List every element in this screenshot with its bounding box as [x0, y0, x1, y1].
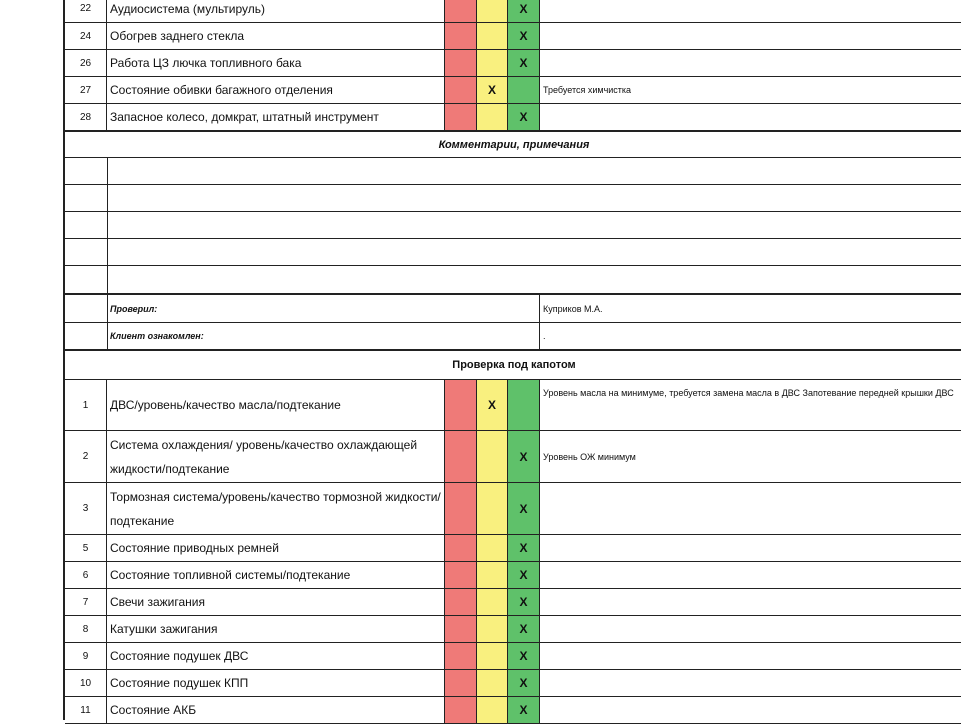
row-name: ДВС/уровень/качество масла/подтекание	[107, 380, 445, 430]
row-name: Обогрев заднего стекла	[107, 23, 445, 49]
status-yellow-cell	[477, 616, 508, 642]
row-comment	[540, 0, 961, 22]
row-comment	[540, 670, 961, 696]
row-number: 8	[65, 616, 107, 642]
row-number: 1	[65, 380, 107, 430]
status-yellow-cell: X	[477, 380, 508, 430]
checked-by-label: Проверил:	[107, 295, 540, 322]
comments-section-title: Комментарии, примечания	[65, 131, 961, 158]
status-green-cell	[508, 77, 540, 103]
status-green-cell: X	[508, 0, 540, 22]
status-red-cell	[445, 23, 477, 49]
status-yellow-cell	[477, 0, 508, 22]
row-comment	[540, 643, 961, 669]
table-row	[65, 535, 961, 562]
row-name: Состояние приводных ремней	[107, 535, 445, 561]
row-comment	[540, 562, 961, 588]
status-red-cell	[445, 380, 477, 430]
client-acknowledged-label: Клиент ознакомлен:	[107, 323, 540, 349]
status-red-cell	[445, 535, 477, 561]
table-row	[65, 380, 961, 431]
status-red-cell	[445, 697, 477, 723]
status-red-cell	[445, 77, 477, 103]
status-green-cell: X	[508, 562, 540, 588]
status-red-cell	[445, 483, 477, 534]
row-name: Катушки зажигания	[107, 616, 445, 642]
row-name: Тормозная система/уровень/качество тормозной жидкости/подтекание	[107, 483, 445, 534]
row-comment	[540, 104, 961, 130]
status-red-cell	[445, 431, 477, 482]
status-yellow-cell	[477, 562, 508, 588]
row-name: Запасное колесо, домкрат, штатный инструмент	[107, 104, 445, 130]
row-number: 28	[65, 104, 107, 130]
table-row	[65, 0, 961, 23]
client-acknowledged-row	[65, 323, 961, 351]
comment-line	[65, 158, 961, 185]
table-row	[65, 616, 961, 643]
row-comment	[540, 535, 961, 561]
status-yellow-cell	[477, 431, 508, 482]
status-yellow-cell	[477, 670, 508, 696]
row-name: Свечи зажигания	[107, 589, 445, 615]
row-number: 11	[65, 697, 107, 723]
status-green-cell: X	[508, 589, 540, 615]
row-name: Состояние АКБ	[107, 697, 445, 723]
row-number: 3	[65, 483, 107, 534]
checked-by-value: Куприков М.А.	[543, 303, 603, 314]
table-row	[65, 23, 961, 50]
table-row	[65, 562, 961, 589]
row-number: 7	[65, 589, 107, 615]
status-yellow-cell	[477, 50, 508, 76]
status-red-cell	[445, 0, 477, 22]
status-green-cell: X	[508, 23, 540, 49]
status-yellow-cell	[477, 589, 508, 615]
row-name: Система охлаждения/ уровень/качество охлаждающей жидкости/подтекание	[107, 431, 445, 482]
status-red-cell	[445, 104, 477, 130]
row-number: 6	[65, 562, 107, 588]
table-row	[65, 77, 961, 104]
status-green-cell: X	[508, 697, 540, 723]
row-name: Работа ЦЗ лючка топливного бака	[107, 50, 445, 76]
status-red-cell	[445, 616, 477, 642]
row-number: 5	[65, 535, 107, 561]
comment-line	[65, 212, 961, 239]
row-name: Аудиосистема (мультируль)	[107, 0, 445, 22]
status-green-cell: X	[508, 431, 540, 482]
row-name: Состояние обивки багажного отделения	[107, 77, 445, 103]
row-name: Состояние подушек КПП	[107, 670, 445, 696]
comment-line	[65, 266, 961, 295]
row-name: Состояние топливной системы/подтекание	[107, 562, 445, 588]
table-row	[65, 50, 961, 77]
status-green-cell: X	[508, 535, 540, 561]
table-row	[65, 104, 961, 131]
row-number: 9	[65, 643, 107, 669]
status-yellow-cell	[477, 483, 508, 534]
status-yellow-cell	[477, 23, 508, 49]
row-number: 2	[65, 431, 107, 482]
status-yellow-cell: X	[477, 77, 508, 103]
table-row	[65, 643, 961, 670]
row-comment: Уровень ОЖ минимум	[543, 451, 636, 462]
client-acknowledged-value: .	[543, 331, 546, 341]
row-comment: Уровень масла на минимуме, требуется замена масла в ДВС Запотевание передней крышки ДВС	[543, 388, 954, 398]
status-green-cell	[508, 380, 540, 430]
table-row	[65, 589, 961, 616]
row-number: 10	[65, 670, 107, 696]
status-red-cell	[445, 670, 477, 696]
row-comment	[540, 483, 961, 534]
row-number: 26	[65, 50, 107, 76]
status-red-cell	[445, 562, 477, 588]
row-comment	[540, 697, 961, 723]
row-number: 22	[65, 0, 107, 22]
status-green-cell: X	[508, 104, 540, 130]
row-comment	[540, 23, 961, 49]
status-yellow-cell	[477, 535, 508, 561]
status-yellow-cell	[477, 697, 508, 723]
status-red-cell	[445, 50, 477, 76]
row-comment	[540, 589, 961, 615]
engine-section-title: Проверка под капотом	[65, 351, 961, 380]
status-green-cell: X	[508, 670, 540, 696]
row-comment: Требуется химчистка	[543, 85, 632, 95]
row-comment	[540, 50, 961, 76]
status-green-cell: X	[508, 643, 540, 669]
inspection-sheet	[63, 0, 961, 720]
status-green-cell: X	[508, 50, 540, 76]
checked-by-row	[65, 295, 961, 323]
comment-line	[65, 239, 961, 266]
status-yellow-cell	[477, 643, 508, 669]
status-yellow-cell	[477, 104, 508, 130]
table-row	[65, 483, 961, 535]
table-row	[65, 431, 961, 483]
status-red-cell	[445, 589, 477, 615]
table-row	[65, 670, 961, 697]
row-comment	[540, 616, 961, 642]
status-red-cell	[445, 643, 477, 669]
row-name: Состояние подушек ДВС	[107, 643, 445, 669]
row-number: 27	[65, 77, 107, 103]
row-number: 24	[65, 23, 107, 49]
status-green-cell: X	[508, 616, 540, 642]
comment-line	[65, 185, 961, 212]
status-green-cell: X	[508, 483, 540, 534]
